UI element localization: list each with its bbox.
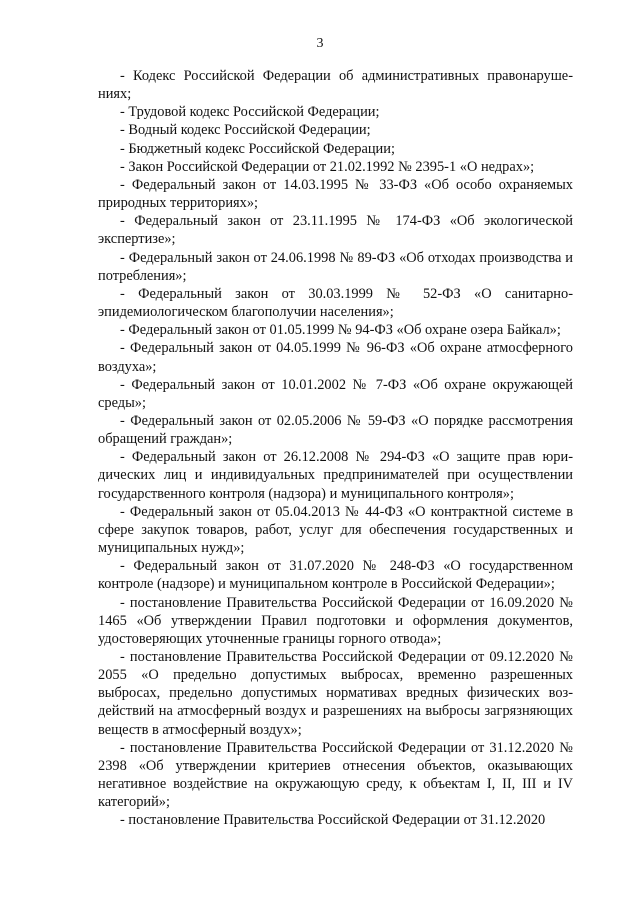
list-item: - Федеральный закон от 30.03.1999 № 52-ФЗ «О санитарно-эпидемиологическом благополучии населения»; bbox=[98, 285, 573, 321]
list-item: - Федеральный закон от 01.05.1999 № 94-ФЗ «Об охране озера Байкал»; bbox=[120, 322, 561, 339]
list-item: - Федеральный закон от 02.05.2006 № 59-ФЗ «О порядке рассмотрения обращений граждан»; bbox=[98, 412, 573, 448]
list-item: - Трудовой кодекс Российской Федерации; bbox=[120, 104, 380, 121]
list-item: - Федеральный закон от 05.04.2013 № 44-ФЗ «О контрактной системе в сфере закупок товаров, работ, услуг для обеспечения государственных и муниципальных нужд»; bbox=[98, 503, 573, 557]
list-item: - Федеральный закон от 24.06.1998 № 89-ФЗ «Об отходах производства и потребления»; bbox=[98, 249, 573, 284]
list-item: - постановление Правительства Российской Федерации от 31.12.2020 bbox=[120, 812, 546, 829]
list-item: - Закон Российской Федерации от 21.02.1992 № 2395-1 «О недрах»; bbox=[120, 158, 535, 175]
document-body bbox=[98, 67, 573, 830]
list-item: - Водный кодекс Российской Федерации; bbox=[120, 122, 371, 139]
list-item: - Федеральный закон от 04.05.1999 № 96-ФЗ «Об охране атмосферного воздуха»; bbox=[98, 340, 573, 375]
list-item: - постановление Правительства Российской Федерации от 09.12.2020 № 2055 «О предельно допустимых выбросах, временно разрешенных выбросах, предельно допустимых нормативах вредных физических воздействий на атмосферный воздух и разрешениях на выбросы загрязняющих веществ в атмосферный воздух»; bbox=[98, 649, 573, 738]
list-item: - Федеральный закон от 31.07.2020 № 248-ФЗ «О государственном контроле (надзоре) и муниципальном контроле в Российской Федерации»; bbox=[98, 558, 573, 593]
list-item: - постановление Правительства Российской Федерации от 31.12.2020 № 2398 «Об утверждении критериев отнесения объектов, оказывающих негативное воздействие на окружающую среду, к объектам I, II, III и IV категорий»; bbox=[98, 739, 573, 811]
list-item: - Федеральный закон от 10.01.2002 № 7-ФЗ «Об охране окружающей среды»; bbox=[98, 376, 573, 411]
list-item: - Федеральный закон от 26.12.2008 № 294-ФЗ «О защите прав юридических лиц и индивидуальных предпринимателей при осуществлении государственного контроля (надзора) и муниципального контроля»; bbox=[98, 449, 573, 502]
list-item: - Бюджетный кодекс Российской Федерации; bbox=[120, 140, 395, 157]
page-number: 3 bbox=[316, 36, 324, 51]
list-item: - постановление Правительства Российской Федерации от 16.09.2020 № 1465 «Об утверждении Правил подготовки и оформления документов, удостоверяющих уточненные границы горного отвода»; bbox=[98, 594, 573, 647]
list-item: - Федеральный закон от 14.03.1995 № 33-ФЗ «Об особо охраняемых природных территориях»; bbox=[98, 176, 573, 212]
list-item: - Федеральный закон от 23.11.1995 № 174-ФЗ «Об экологической экспертизе»; bbox=[98, 213, 573, 248]
list-item: - Кодекс Российской Федерации об административных правонарушениях; bbox=[98, 68, 573, 103]
